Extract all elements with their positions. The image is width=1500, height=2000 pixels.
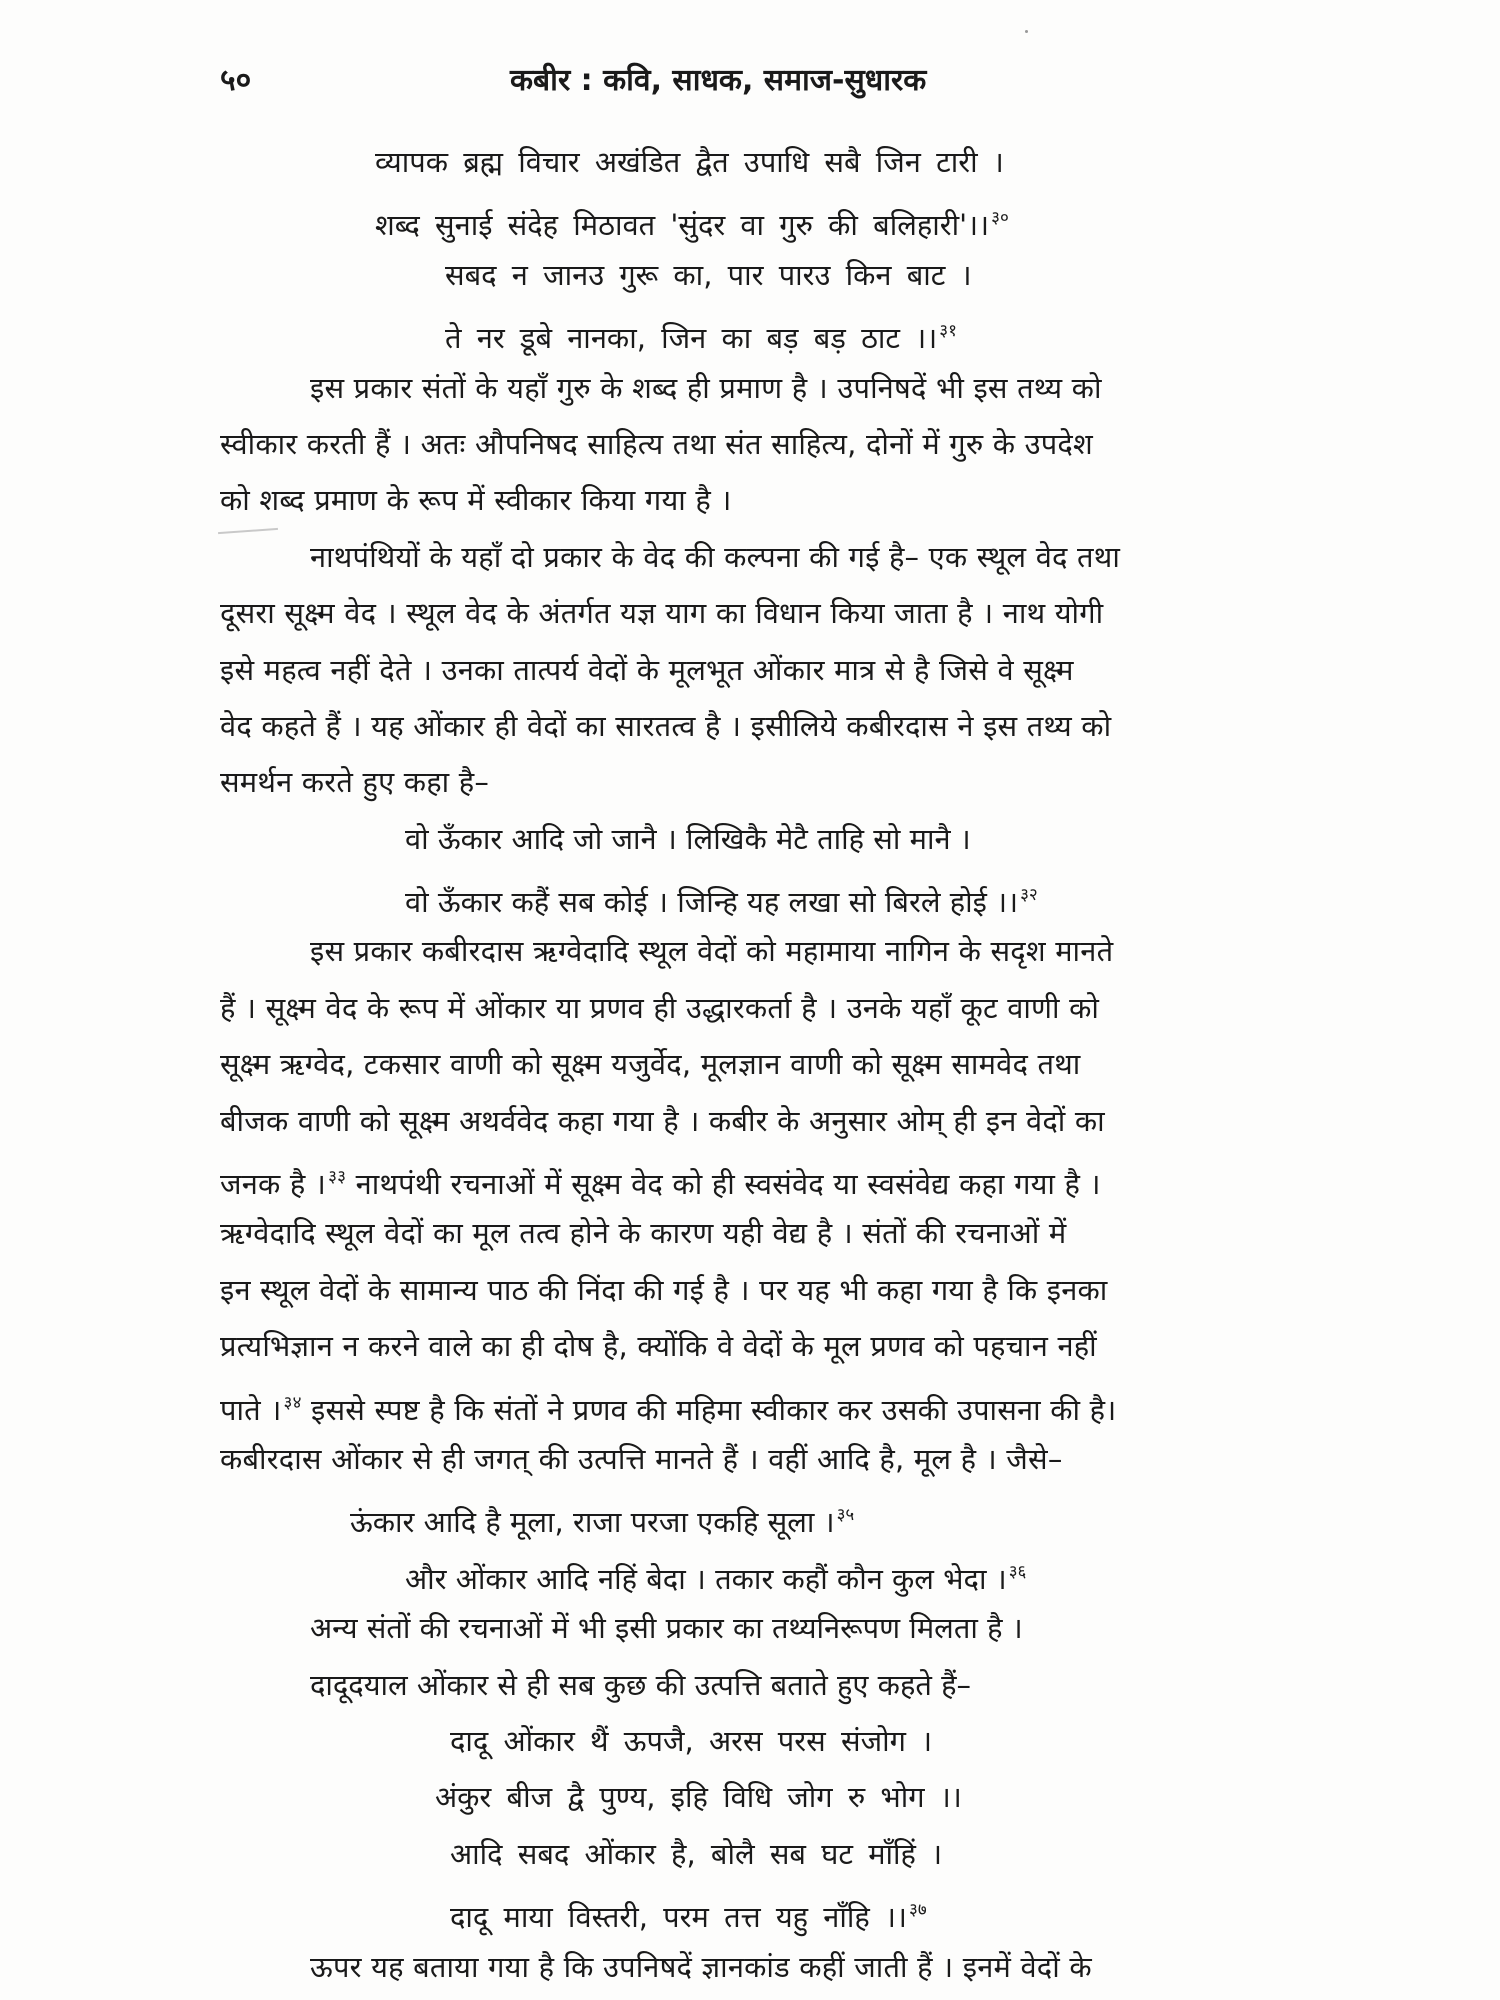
verse-line: ते नर डूबे नानका, जिन का बड़ बड़ ठाट ।। $^{३१}$ [445,321,957,356]
footnote-ref: ३६ [1008,1561,1027,1582]
paragraph-line: ऊपर यह बताया गया है कि उपनिषदें ज्ञानकांड कहीं जाती हैं । इनमें वेदों के [310,1949,1092,1984]
footnote-ref: ३५ [836,1505,855,1526]
paragraph-line: प्रत्यभिज्ञान न करने वाले का ही दोष है, क्योंकि वे वेदों के मूल प्रणव को पहचान नहीं [220,1329,1097,1364]
verse-line: वो ऊँकार कहैं सब कोई । जिन्हि यह लखा सो बिरले होई ।। $^{३२}$ [405,885,1038,920]
paragraph-line: इसे महत्व नहीं देते । उनका तात्पर्य वेदों के मूलभूत ओंकार मात्र से है जिसे वे सूक्ष्म [220,652,1074,687]
paragraph-line: कबीरदास ओंकार से ही जगत् की उत्पत्ति मानते हैं । वहीं आदि है, मूल है । जैसे– [220,1441,1063,1476]
paragraph-line: समर्थन करते हुए कहा है– [220,765,490,800]
paragraph-line: जनक है । $^{३३}$ नाथपंथी रचनाओं में सूक्ष्म वेद को ही स्वसंवेद या स्वसंवेद्य कहा गया है । [220,1167,1101,1202]
verse-line: आदि सबद ओंकार है, बोलै सब घट माँहिं । [450,1836,943,1871]
paragraph-line: स्वीकार करती हैं । अतः औपनिषद साहित्य तथा संत साहित्य, दोनों में गुरु के उपदेश [220,426,1093,461]
page-header [220,58,1310,108]
verse-line: सबद न जानउ गुरू का, पार पारउ किन बाट । [445,257,972,292]
paragraph-line: बीजक वाणी को सूक्ष्म अथर्ववेद कहा गया है । कबीर के अनुसार ओम् ही इन वेदों का [220,1103,1105,1138]
verse-line: दादू ओंकार थैं ऊपजै, अरस परस संजोग । [450,1723,933,1758]
footnote-ref: ३७ [909,1900,927,1921]
footnote-ref: ३३ [328,1167,347,1188]
paragraph-line: इस प्रकार संतों के यहाँ गुरु के शब्द ही प्रमाण है । उपनिषदें भी इस तथ्य को [310,370,1102,405]
paragraph-line: अन्य संतों की रचनाओं में भी इसी प्रकार का तथ्यनिरूपण मिलता है । [310,1611,1023,1646]
verse-line: अंकुर बीज द्वै पुण्य, इहि विधि जोग रु भोग ।। [435,1780,962,1815]
paragraph-line: को शब्द प्रमाण के रूप में स्वीकार किया गया है । [220,483,732,518]
footnote-ref: ३१ [939,321,957,342]
paragraph-line: नाथपंथियों के यहाँ दो प्रकार के वेद की कल्पना की गई है– एक स्थूल वेद तथा [310,539,1121,574]
paragraph-line: दादूदयाल ओंकार से ही सब कुछ की उत्पत्ति बताते हुए कहते हैं– [310,1667,971,1702]
footnote-ref: ३४ [283,1392,302,1413]
running-title: कबीर : कवि, साधक, समाज-सुधारक [510,63,927,98]
verse-line: और ओंकार आदि नहिं बेदा । तकार कहौं कौन कुल भेदा । $^{३६}$ [405,1561,1027,1596]
paragraph-line: ऋग्वेदादि स्थूल वेदों का मूल तत्व होने के कारण यही वेद्य है । संतों की रचनाओं में [220,1216,1067,1251]
paragraph-line: दूसरा सूक्ष्म वेद । स्थूल वेद के अंतर्गत यज्ञ याग का विधान किया जाता है । नाथ योगी [220,596,1104,631]
paragraph-line: इन स्थूल वेदों के सामान्य पाठ की निंदा की गई है । पर यह भी कहा गया है कि इनका [220,1272,1108,1307]
verse-line: शब्द सुनाई संदेह मिठावत 'सुंदर वा गुरु की बलिहारी'।। $^{३०}$ [375,208,1009,243]
paragraph-line: इस प्रकार कबीरदास ऋग्वेदादि स्थूल वेदों को महामाया नागिन के सदृश मानते [310,934,1114,969]
paragraph-line: सूक्ष्म ऋग्वेद, टकसार वाणी को सूक्ष्म यजुर्वेद, मूलज्ञान वाणी को सूक्ष्म सामवेद तथा [220,1047,1081,1082]
verse-line: वो ऊँकार आदि जो जानै । लिखिकै मेटै ताहि सो मानै । [405,821,971,856]
paragraph-line: हैं । सूक्ष्म वेद के रूप में ओंकार या प्रणव ही उद्धारकर्ता है । उनके यहाँ कूट वाणी को [220,990,1100,1025]
paragraph-line: पाते । $^{३४}$ इससे स्पष्ट है कि संतों ने प्रणव की महिमा स्वीकार कर उसकी उपासना की है। [220,1392,1117,1427]
page-number: ५० [220,63,252,98]
verse-line: दादू माया विस्तरी, परम तत्त यहु नाँहि ।। $^{३७}$ [450,1900,927,1935]
page-body [220,134,1310,1995]
verse-line: व्यापक ब्रह्म विचार अखंडित द्वैत उपाधि सबै जिन टारी । [375,145,1004,179]
verse-line: ऊंकार आदि है मूला, राजा परजा एकहि सूला । $^{३५}$ [350,1505,855,1540]
footnote-ref: ३० [991,208,1009,229]
footnote-ref: ३२ [1020,885,1038,906]
print-speck [1025,30,1028,33]
paragraph-line: वेद कहते हैं । यह ओंकार ही वेदों का सारतत्व है । इसीलिये कबीरदास ने इस तथ्य को [220,708,1112,743]
